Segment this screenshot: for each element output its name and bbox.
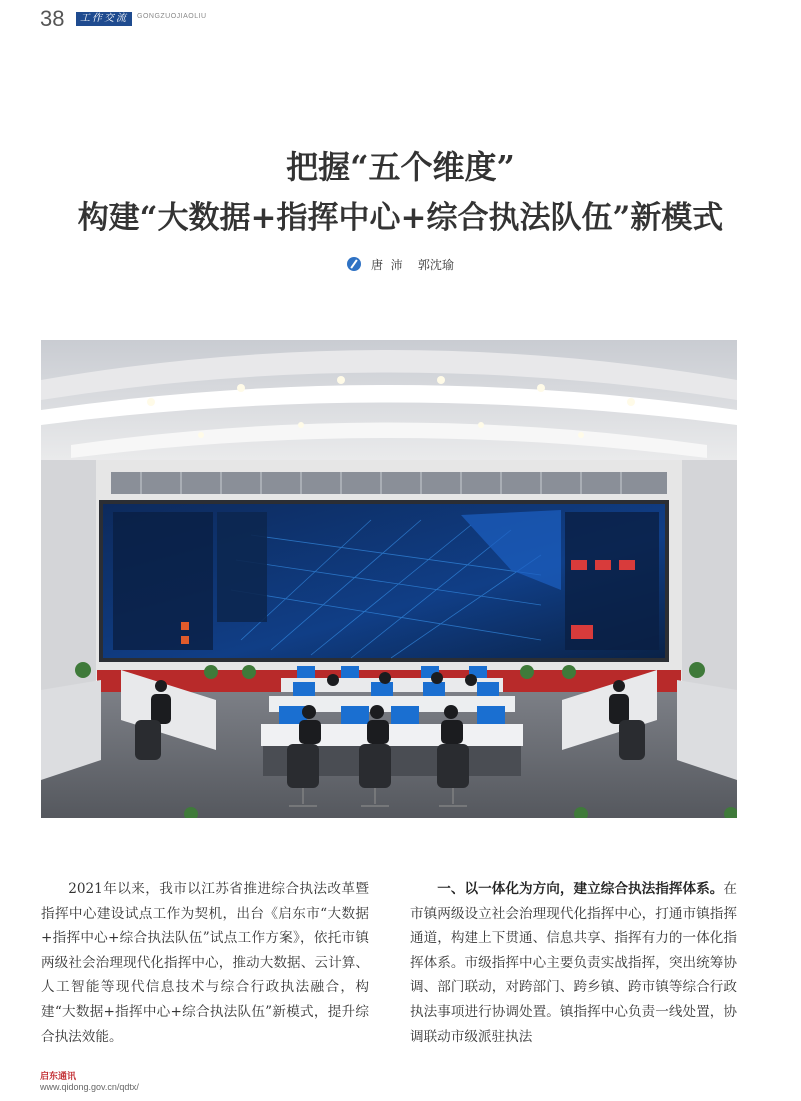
article-title-line-1: 把握“五个维度” <box>286 148 515 186</box>
author-line <box>0 256 801 273</box>
intro-paragraph: 2021年以来，我市以江苏省推进综合执法改革暨指挥中心建设试点工作为契机，出台《启东市“大数据+指挥中心+综合执法队伍”试点工作方案》，依托市镇两级社会治理现代化指挥中心，推动大数据、云计算、人工智能等现代信息技术与综合行政执法融合，构建“大数据+指挥中心+综合执法队伍”新模式，提升综合执法效能。 <box>41 881 369 1045</box>
authors: 唐 沛 郭沈瑜 <box>371 258 454 272</box>
footer-brand: 启东通讯 <box>40 1072 77 1082</box>
section-pinyin: GONGZUOJIAOLIU <box>137 13 207 20</box>
section-label: 工作交流 <box>76 12 132 26</box>
command-center-photo <box>41 340 737 818</box>
pen-icon <box>347 257 361 271</box>
page-number: 38 <box>40 6 65 31</box>
section-one-text <box>410 877 737 1049</box>
footer-url[interactable]: www.qidong.gov.cn/qdtx/ <box>40 1082 139 1092</box>
section-one-heading: 一、以一体化为方向，建立综合执法指挥体系。 <box>437 881 724 897</box>
section-one-paragraph: 在市镇两级设立社会治理现代化指挥中心，打通市镇指挥通道，构建上下贯通、信息共享、指挥有力的一体化指挥体系。市级指挥中心主要负责实战指挥，突出统筹协调、部门联动，对跨部门、跨乡镇、跨市镇等综合行政执法事项进行协调处置。镇指挥中心负责一线处置，协调联动市级派驻执法 <box>410 881 737 1045</box>
article-title-line-2: 构建“大数据+指挥中心+综合执法队伍”新模式 <box>77 200 724 236</box>
